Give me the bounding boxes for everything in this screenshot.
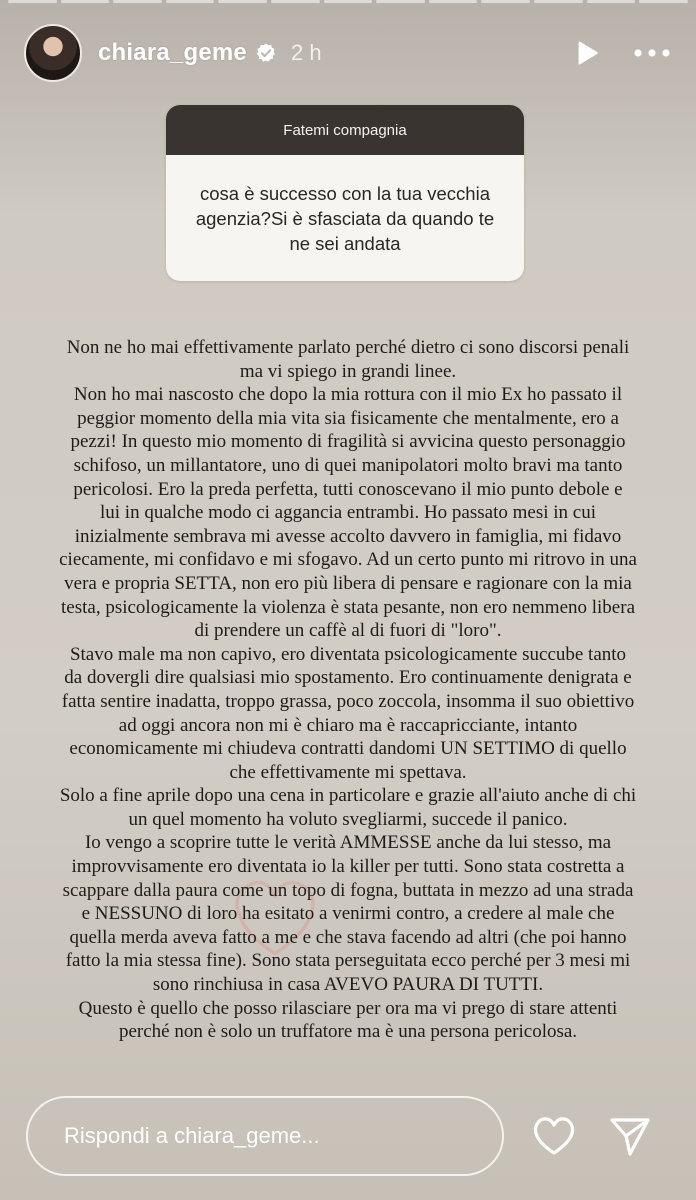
answer-line: testa, psicologicamente la violenza è stata pesante, non ero nemmeno libera bbox=[61, 596, 635, 618]
story-progress-bar bbox=[8, 0, 688, 4]
progress-segment bbox=[429, 0, 478, 3]
answer-line: pericolosi. Ero la preda perfetta, tutti conoscevano il mio punto debole e bbox=[73, 478, 623, 500]
answer-line: peggior momento della mia vita sia fisicamente che mentalmente, ero a bbox=[77, 407, 619, 429]
answer-text bbox=[20, 336, 676, 1044]
heart-icon[interactable] bbox=[530, 1112, 578, 1158]
progress-segment bbox=[271, 0, 320, 3]
answer-line: schifoso, un millantatore, uno di quei manipolatori molto bravi ma tanto bbox=[73, 454, 623, 476]
answer-line: lui in qualche modo ci aggancia entrambi. Ho passato mesi in cui bbox=[100, 502, 596, 524]
answer-line: ma vi spiego in grandi linee. bbox=[239, 360, 457, 382]
progress-segment bbox=[481, 0, 530, 3]
progress-segment bbox=[218, 0, 267, 3]
answer-line: da dovergli dire qualsiasi mio spostamento. Ero continuamente denigrata e bbox=[64, 667, 632, 689]
answer-line: fatto la mia stessa fine). Sono stata perseguitata ecco perché per 3 mesi mi bbox=[65, 950, 631, 972]
verified-badge-icon bbox=[255, 42, 277, 64]
answer-line: che effettivamente mi spettava. bbox=[229, 761, 467, 783]
answer-line: ciecamente, mi confidavo e mi sfogavo. Ad un certo punto mi ritrovo in una bbox=[59, 549, 637, 571]
answer-line: improvvisamente ero diventata io la killer per tutti. Sono stata costretta a bbox=[71, 856, 625, 878]
answer-line: sono rinchiusa in casa AVEVO PAURA DI TUTTI. bbox=[152, 974, 544, 996]
answer-line: ad oggi ancora non mi è chiaro ma è raccapricciante, intanto bbox=[118, 714, 578, 736]
progress-segment bbox=[8, 0, 57, 3]
progress-segment bbox=[324, 0, 373, 3]
answer-line: inizialmente sembrava mi avesse accolto davvero in famiglia, mi fidavo bbox=[74, 525, 622, 547]
post-time: 2 h bbox=[290, 40, 322, 65]
answer-line: di prendere un caffè al di fuori di "loro". bbox=[194, 620, 502, 642]
progress-segment bbox=[587, 0, 636, 3]
answer-line: Solo a fine aprile dopo una cena in particolare e grazie all'aiuto anche di chi bbox=[59, 785, 637, 807]
answer-line: fatta sentire inadatta, troppo grassa, poco zoccola, insomma il suo obiettivo bbox=[61, 690, 635, 712]
more-options-icon[interactable] bbox=[632, 38, 672, 68]
answer-line: Questo è quello che posso rilasciare per ora ma vi prego di stare attenti bbox=[78, 997, 618, 1019]
avatar[interactable] bbox=[24, 24, 82, 82]
progress-segment bbox=[113, 0, 162, 3]
answer-line: perché non è solo un truffatore ma è una persona pericolosa. bbox=[118, 1021, 578, 1043]
question-text: cosa è successo con la tua vecchia agenzia?Si è sfasciata da quando te ne sei andata bbox=[195, 182, 495, 254]
progress-segment bbox=[166, 0, 215, 3]
answer-line: e NESSUNO di loro ha esitato a venirmi contro, a credere al male che bbox=[81, 903, 615, 925]
answer-line: Stavo male ma non capivo, ero diventata psicologicamente succube tanto bbox=[69, 643, 627, 665]
progress-segment bbox=[534, 0, 583, 3]
answer-line: scappare dalla paura come un topo di fogna, buttata in mezzo ad una strada bbox=[62, 879, 634, 901]
story-header bbox=[24, 22, 672, 84]
answer-line: vera e propria SETTA, non ero più libera di pensare e ragionare con la mia bbox=[64, 572, 632, 594]
send-icon[interactable] bbox=[608, 1114, 652, 1158]
answer-line: Non ne ho mai effettivamente parlato perché dietro ci sono discorsi penali bbox=[66, 337, 630, 358]
progress-segment bbox=[376, 0, 425, 3]
progress-segment bbox=[639, 0, 688, 3]
progress-segment bbox=[61, 0, 110, 3]
answer-line: quella merda aveva fatto a me e che stava facendo ad altri (che poi hanno bbox=[69, 926, 627, 948]
play-icon[interactable] bbox=[572, 38, 602, 68]
reply-placeholder: Rispondi a chiara_geme... bbox=[64, 1123, 320, 1148]
answer-line: economicamente mi chiudeva contratti dandomi UN SETTIMO di quello bbox=[69, 738, 627, 760]
question-sticker bbox=[166, 105, 524, 281]
answer-line: Non ho mai nascosto che dopo la mia rottura con il mio Ex ho passato il bbox=[73, 384, 623, 406]
answer-line: un quel momento ha voluto svegliarmi, succede il panico. bbox=[128, 808, 568, 830]
answer-line: pezzi! In questo mio momento di fragilità si avvicina questo personaggio bbox=[70, 431, 626, 453]
question-sticker-header: Fatemi compagnia bbox=[166, 105, 524, 155]
answer-line: Io vengo a scoprire tutte le verità AMMESSE anche da lui stesso, ma bbox=[84, 832, 612, 854]
username[interactable]: chiara_geme bbox=[98, 39, 247, 66]
reply-input[interactable] bbox=[26, 1096, 504, 1176]
